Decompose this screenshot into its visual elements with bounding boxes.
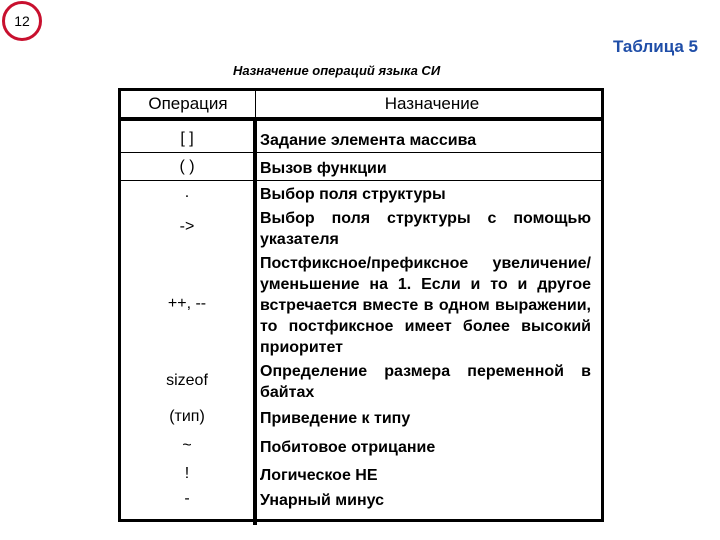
table-row [121, 125, 601, 155]
operation-cell: - [184, 490, 190, 507]
operation-cell: ++, -- [167, 295, 207, 312]
operations-table [118, 88, 604, 522]
operation-cell: ~ [182, 437, 192, 454]
purpose-cell: Определение размера переменной в байтах [260, 363, 591, 401]
purpose-cell: Выбор поля структуры [260, 186, 446, 203]
operation-cell: ( ) [179, 158, 195, 175]
table-row [121, 206, 601, 251]
table-header [121, 91, 601, 121]
operation-cell: [ ] [180, 130, 194, 147]
table-caption: Назначение операций языка СИ [233, 63, 441, 78]
table-row [121, 486, 601, 516]
purpose-cell: Вызов функции [260, 160, 387, 177]
table-row [121, 461, 601, 486]
table-row [121, 181, 601, 206]
table-row [121, 431, 601, 461]
purpose-cell: Логическое НЕ [260, 467, 378, 484]
table-row [121, 153, 601, 183]
header-divider [255, 91, 256, 121]
page-number: 12 [14, 13, 30, 29]
table-row [121, 359, 601, 403]
operation-cell: . [184, 184, 190, 201]
purpose-cell: Приведение к типу [260, 410, 411, 427]
purpose-cell: Задание элемента массива [260, 132, 477, 149]
table-label: Таблица 5 [612, 37, 698, 56]
operation-cell: (тип) [169, 408, 205, 425]
table-row [121, 251, 601, 359]
page-number-badge [2, 1, 42, 41]
operation-cell: -> [179, 218, 195, 235]
purpose-cell: Выбор поля структуры с помощью указателя [260, 210, 591, 248]
header-purpose: Назначение [384, 94, 480, 113]
operation-cell: ! [184, 465, 190, 482]
purpose-cell: Унарный минус [260, 492, 385, 509]
operation-cell: sizeof [166, 372, 208, 389]
purpose-cell: Постфиксное/префиксное увеличение/уменьшение на 1. Если и то и другое встречается вместе в одном выражении, то постфиксное имеет более высокий приоритет [260, 255, 591, 356]
table-row [121, 403, 601, 431]
purpose-cell: Побитовое отрицание [260, 439, 436, 456]
header-operation: Операция [148, 94, 228, 113]
